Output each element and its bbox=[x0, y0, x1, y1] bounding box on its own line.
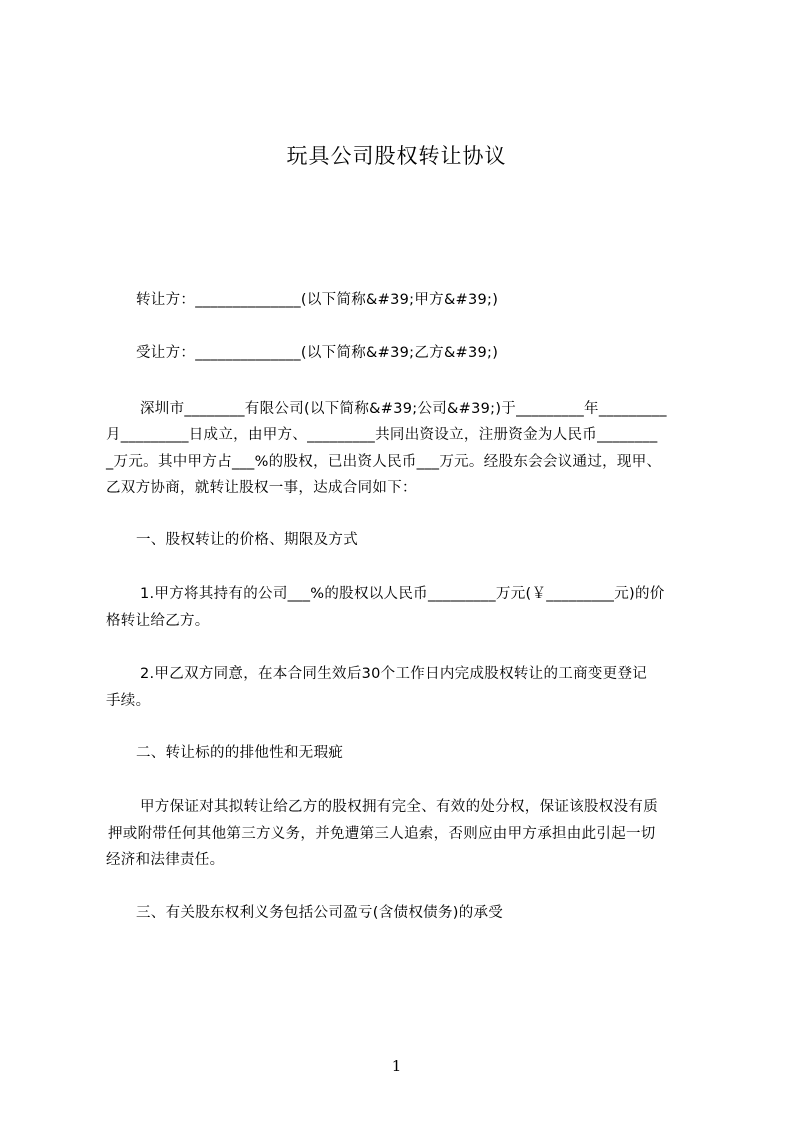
clause1-line-1: 1.甲方将其持有的公司___%的股权以人民币_________万元(￥_________元)的价 bbox=[140, 586, 665, 602]
page-number: 1 bbox=[391, 1057, 402, 1075]
section2-body-line-3: 经济和法律责任。 bbox=[106, 852, 225, 868]
document-title: 玩具公司股权转让协议 bbox=[286, 144, 507, 168]
clause2-line-2: 手续。 bbox=[106, 693, 151, 709]
transferee-line: 受让方：______________(以下简称&#39;乙方&#39;) bbox=[136, 345, 499, 361]
transferor-line: 转让方：______________(以下简称&#39;甲方&#39;) bbox=[136, 292, 499, 308]
section2-body-line-1: 甲方保证对其拟转让给乙方的股权拥有完全、有效的处分权，保证该股权没有质 bbox=[140, 799, 658, 815]
preamble-line-1: 深圳市________有限公司(以下简称&#39;公司&#39;)于_________年_________ bbox=[140, 401, 667, 417]
section2-heading: 二、转让标的的排他性和无瑕疵 bbox=[136, 745, 344, 761]
clause1-line-2: 格转让给乙方。 bbox=[106, 613, 210, 629]
section1-heading: 一、股权转让的价格、期限及方式 bbox=[136, 532, 358, 548]
section2-body-line-2: 押或附带任何其他第三方义务，并免遭第三人追索，否则应由甲方承担由此引起一切 bbox=[108, 826, 656, 842]
preamble-line-4: 乙双方协商，就转让股权一事，达成合同如下： bbox=[106, 480, 417, 496]
clause2-line-1: 2.甲乙双方同意，在本合同生效后30个工作日内完成股权转让的工商变更登记 bbox=[140, 666, 648, 682]
section3-heading: 三、有关股东权利义务包括公司盈亏(含债权债务)的承受 bbox=[136, 905, 504, 921]
preamble-line-2: 月_________日成立，由甲方、_________共同出资设立，注册资金为人民币________ bbox=[106, 427, 658, 443]
preamble-line-3: _万元。其中甲方占___%的股权，已出资人民币___万元。经股东会会议通过，现甲、 bbox=[106, 454, 662, 470]
